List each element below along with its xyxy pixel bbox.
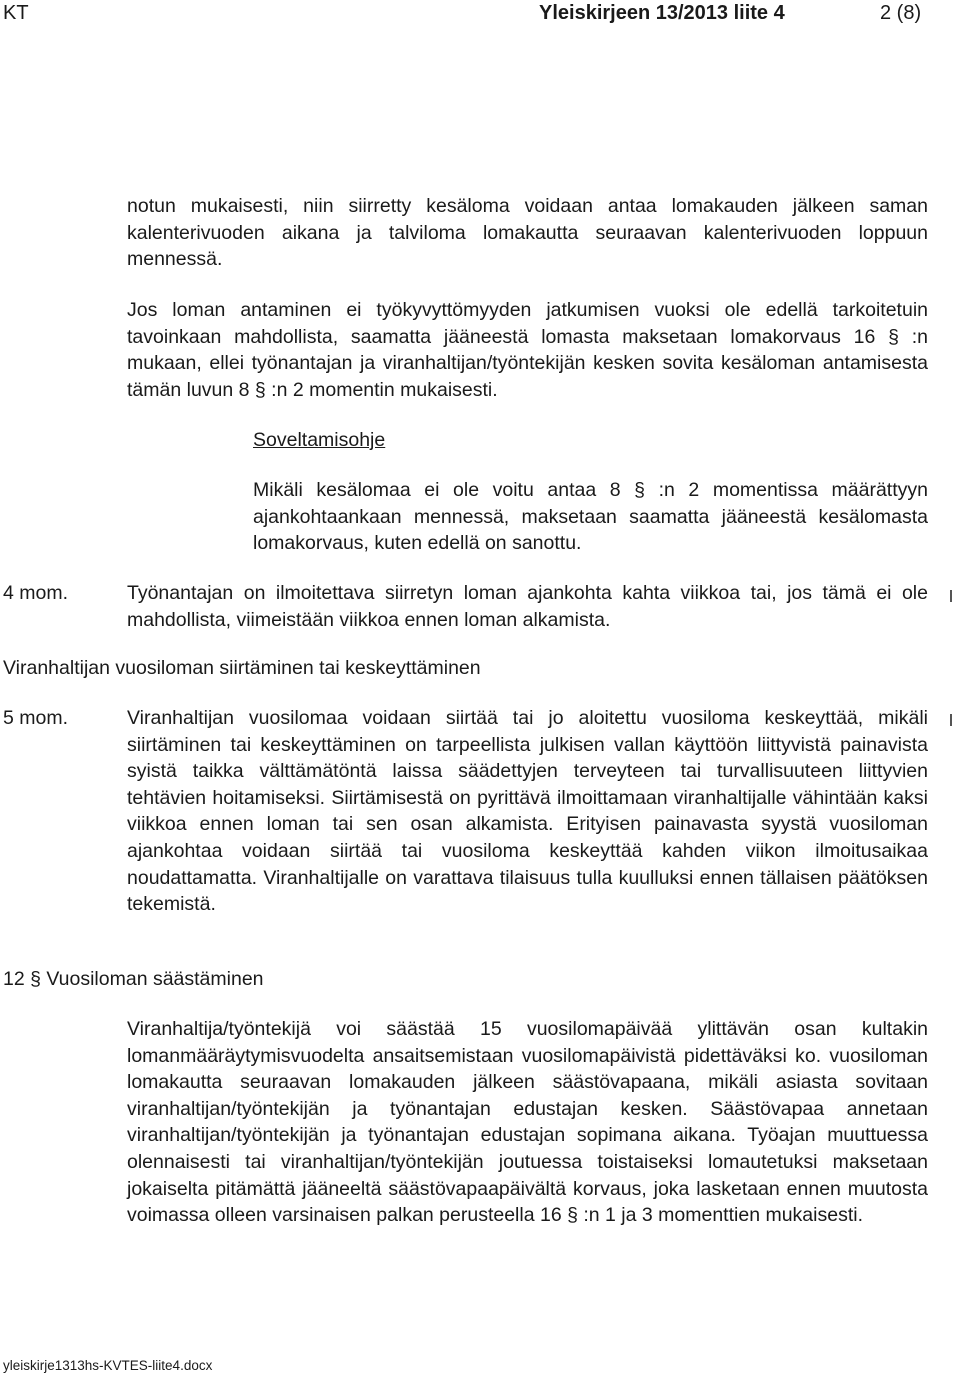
change-bar <box>950 590 952 602</box>
header-organization: KT <box>3 2 29 24</box>
paragraph-incapacity: Jos loman antaminen ei työkyvyttömyyden jatkumisen vuoksi ole edellä tarkoitetuin tavoinkaan mahdollista, saamatta jääneestä lomasta maksetaan lomakorvaus 16 § :n mukaan, ellei työnantajan ja viranhaltijan/työntekijän kesken sovita kesäloman antamisesta tämän luvun 8 § :n 2 momentin mukaisesti. <box>127 299 928 401</box>
section-heading-transfer: Viranhaltijan vuosiloman siirtäminen tai keskeyttäminen <box>3 657 481 679</box>
footer-filename: yleiskirje1313hs-KVTES-liite4.docx <box>3 1358 213 1373</box>
change-bar <box>950 714 952 726</box>
moment-4-label: 4 mom. <box>3 582 69 604</box>
section-12-heading: 12 § Vuosiloman säästäminen <box>3 968 264 990</box>
moment-4-text: Työnantajan on ilmoitettava siirretyn loman ajankohta kahta viikkoa tai, jos tämä ei ole mahdollista, viimeistään viikkoa ennen loman alkamista. <box>127 582 928 631</box>
document-title: Yleiskirjeen 13/2013 liite 4 <box>539 2 785 24</box>
guidance-text: Mikäli kesälomaa ei ole voitu antaa 8 § :n 2 momentissa määrättyyn ajankohtaankaan mennessä, maksetaan saamatta jääneestä kesälomasta lomakorvaus, kuten edellä on sanottu. <box>253 479 928 555</box>
guidance-title: Soveltamisohje <box>253 429 386 451</box>
moment-5-text: Viranhaltijan vuosilomaa voidaan siirtää tai jo aloitettu vuosiloma keskeyttää, mikäli siirtäminen tai keskeyttäminen on tarpeellista julkisen vallan käyttöön liittyvistä painavista syistä taikka välttämätöntä laissa säädettyjen terveyteen tai turvallisuuteen liittyvien tehtävien hoitamiseksi. Siirtämisestä on pyrittävä ilmoittamaan viranhaltijalle vähintään kaksi viikkoa ennen loman tai sen osan alkamista. Erityisen painavasta syystä vuosiloman ajankohtaa voidaan siirtää tai vuosiloma keskeyttää kahden viikon ilmoitusaikaa noudattamatta. Viranhaltijalle on varattava tilaisuus tulla kuulluksi ennen tällaisen päätöksen tekemistä. <box>127 707 928 916</box>
paragraph-continued: notun mukaisesti, niin siirretty kesäloma voidaan antaa lomakauden jälkeen saman kalenterivuoden aikana ja talviloma lomakautta seuraavan kalenterivuoden loppuun mennessä. <box>127 195 928 271</box>
page-number: 2 (8) <box>880 2 922 24</box>
section-12-text: Viranhaltija/työntekijä voi säästää 15 vuosilomapäivää ylittävän osan kultakin lomanmääräytymisvuodelta ansaitsemistaan vuosilomapäivistä pidettäväksi ko. vuosiloman lomakautta seuraavan lomakauden jälkeen säästövapaana, mikäli asiasta sovitaan viranhaltijan/työntekijän ja työnantajan edustajan kesken. Säästövapaa annetaan viranhaltijan/työntekijän ja työnantajan edustajan sopimana aikana. Työajan muuttuessa olennaisesti tai viranhaltijan/työntekijän joutuessa toistaiseksi lomautetuksi maksetaan jokaiselta pitämättä jääneeltä säästövapaapäivältä korvaus, joka lasketaan ennen muutosta voimassa olleen varsinaisen palkan perusteella 16 § :n 1 ja 3 momenttien mukaisesti. <box>127 1018 928 1227</box>
moment-5-label: 5 mom. <box>3 707 69 729</box>
